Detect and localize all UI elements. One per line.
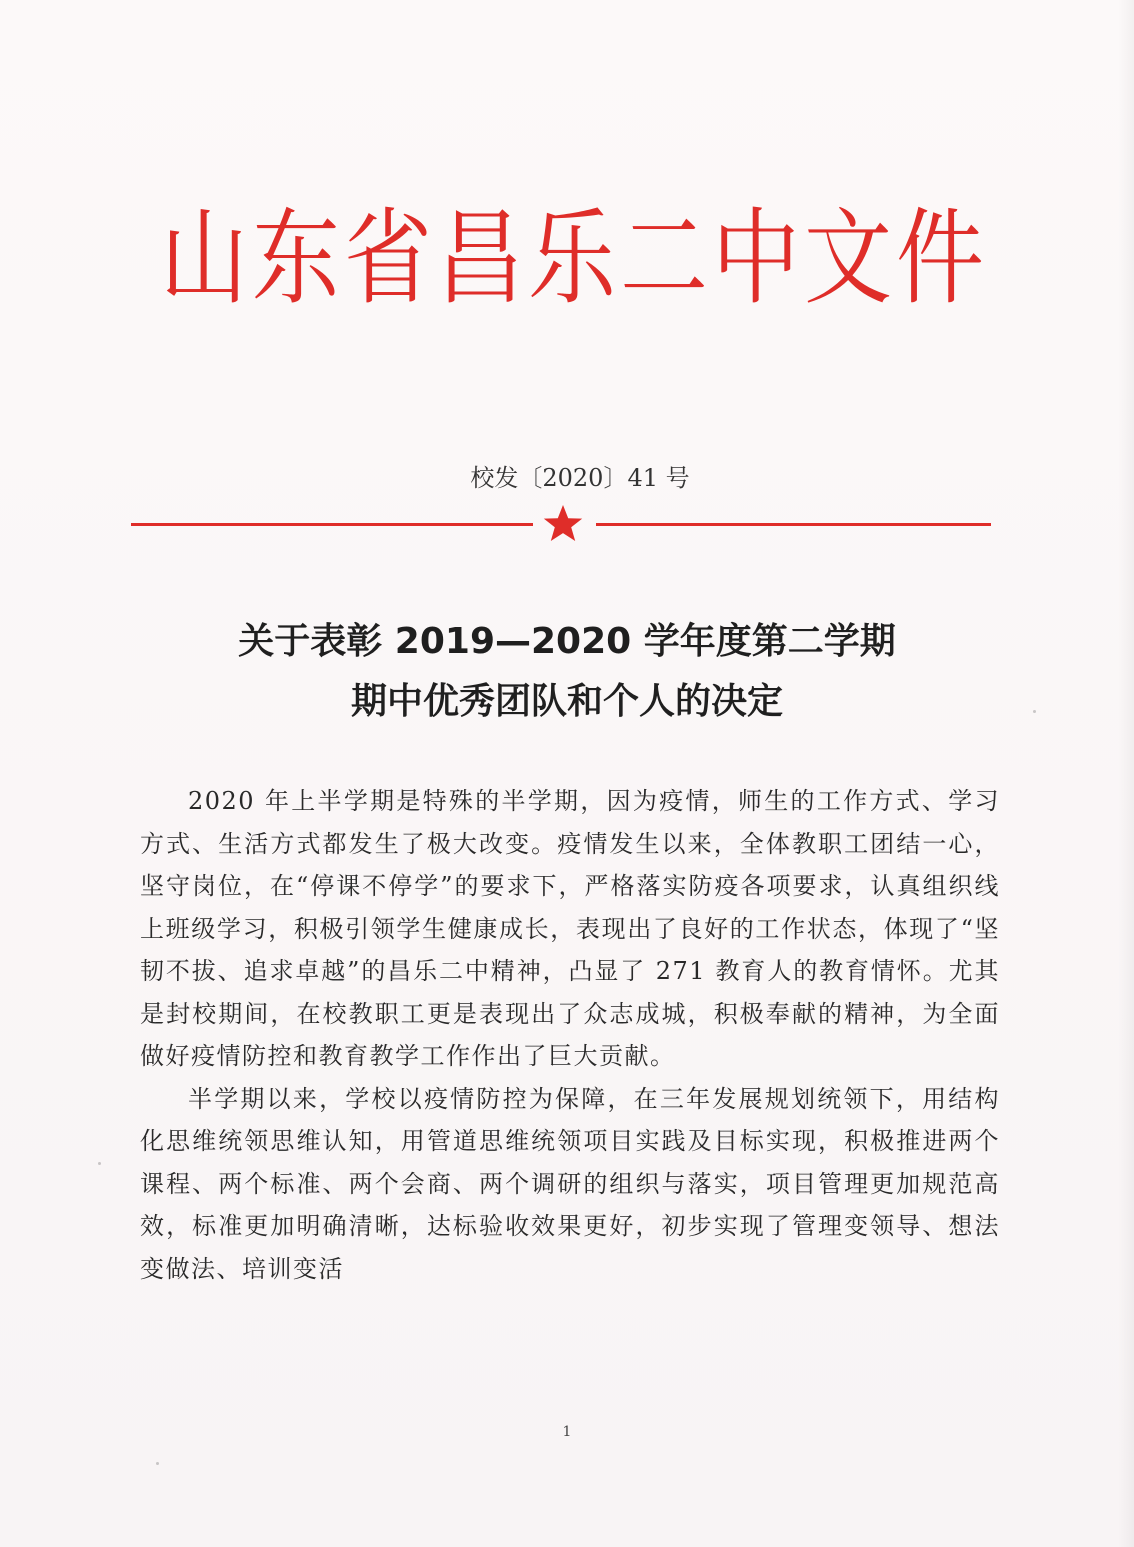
body-paragraph-1: 2020 年上半学期是特殊的半学期，因为疫情，师生的工作方式、学习方式、生活方式都发生了极大改变。疫情发生以来，全体教职工团结一心，坚守岗位，在“停课不停学”的要求下，严格落实防疫各项要求，认真组织线上班级学习，积极引领学生健康成长，表现出了良好的工作状态，体现了“坚韧不拔、追求卓越”的昌乐二中精神，凸显了 271 教育人的教育情怀。尤其是封校期间，在校教职工更是表现出了众志成城，积极奉献的精神，为全面做好疫情防控和教育教学工作作出了巨大贡献。 (140, 787, 1000, 1070)
scan-speck (1033, 710, 1036, 713)
page-number: 1 (562, 1424, 572, 1440)
body-paragraph-2: 半学期以来，学校以疫情防控为保障，在三年发展规划统领下，用结构化思维统领思维认知，用管道思维统领项目实践及目标实现，积极推进两个课程、两个标准、两个会商、两个调研的组织与落实，项目管理更加规范高效，标准更加明确清晰，达标验收效果更好，初步实现了管理变领导、想法变做法、培训变活 (140, 1084, 1000, 1283)
red-rule-left (131, 523, 533, 526)
red-star-icon (542, 503, 584, 545)
scan-speck (156, 1462, 159, 1465)
scan-speck (98, 1162, 101, 1165)
title-line-1: 关于表彰 2019—2020 学年度第二学期 (238, 621, 896, 662)
red-rule-right (596, 523, 991, 526)
document-body (140, 780, 1000, 1290)
page-edge-shadow (1118, 0, 1134, 1547)
document-title (150, 612, 984, 732)
document-number: 校发〔2020〕41 号 (470, 464, 690, 492)
title-line-2: 期中优秀团队和个人的决定 (350, 681, 783, 722)
letterhead-title: 山东省昌乐二中文件 (160, 197, 989, 319)
